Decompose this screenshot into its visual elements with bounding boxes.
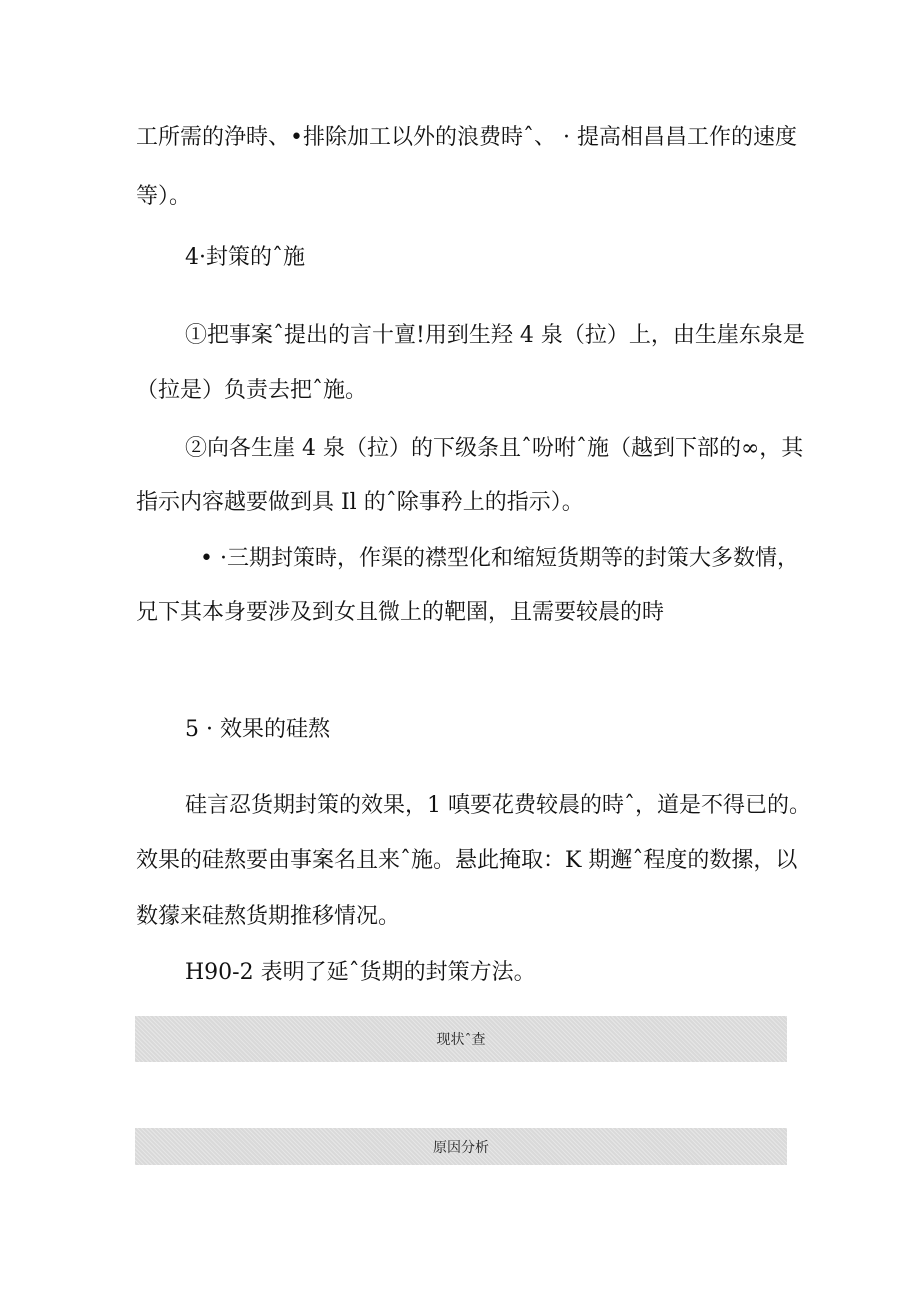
paragraph-line: 工所需的浄時、•排除加工以外的浪费時ˆ、 · 提高相昌昌工作的速度 bbox=[136, 125, 797, 150]
paragraph-line: （拉是）负责去把ˆ施。 bbox=[136, 378, 368, 403]
paragraph-line: 等）。 bbox=[136, 184, 192, 209]
paragraph-line: H90-2 表明了延ˆ货期的封策方法。 bbox=[185, 960, 536, 985]
paragraph-line: ①把事案ˆ提出的言十亶!用到生羟 4 泉（拉）上，由生崖东泉是 bbox=[185, 323, 805, 348]
paragraph-line: • ·三期封策時，作渠的襟型化和缩短货期等的封策大多数情， bbox=[200, 546, 799, 571]
paragraph-line: 硅言忍货期封策的效果，1 嗔要花费较晨的時ˆ，道是不得已的。 bbox=[185, 793, 811, 818]
paragraph-line: 兄下其本身要涉及到女且微上的靶圉，且需要较晨的時 bbox=[136, 600, 665, 625]
section-heading: 4·封策的ˆ施 bbox=[185, 245, 305, 270]
flowchart-label: 原因分析 bbox=[433, 1139, 489, 1156]
flowchart-box-cause-analysis bbox=[135, 1128, 787, 1165]
flowchart-box-current-status bbox=[135, 1016, 787, 1062]
flowchart-label: 现状ˆ查 bbox=[436, 1032, 486, 1048]
paragraph-line: 指示内容越要做到具 Il 的ˆ除事矜上的指示）。 bbox=[136, 490, 584, 515]
section-heading: 5 · 效果的硅熬 bbox=[185, 717, 330, 742]
paragraph-line: 效果的硅熬要由事案名且来ˆ施。悬此掩取：K 期邂ˆ程度的数摞，以 bbox=[136, 848, 798, 873]
paragraph-line: ②向各生崖 4 泉（拉）的下级条且ˆ吩咐ˆ施（越到下部的∞，其 bbox=[185, 436, 804, 461]
paragraph-line: 数獴来硅熬货期推移情况。 bbox=[136, 904, 401, 929]
